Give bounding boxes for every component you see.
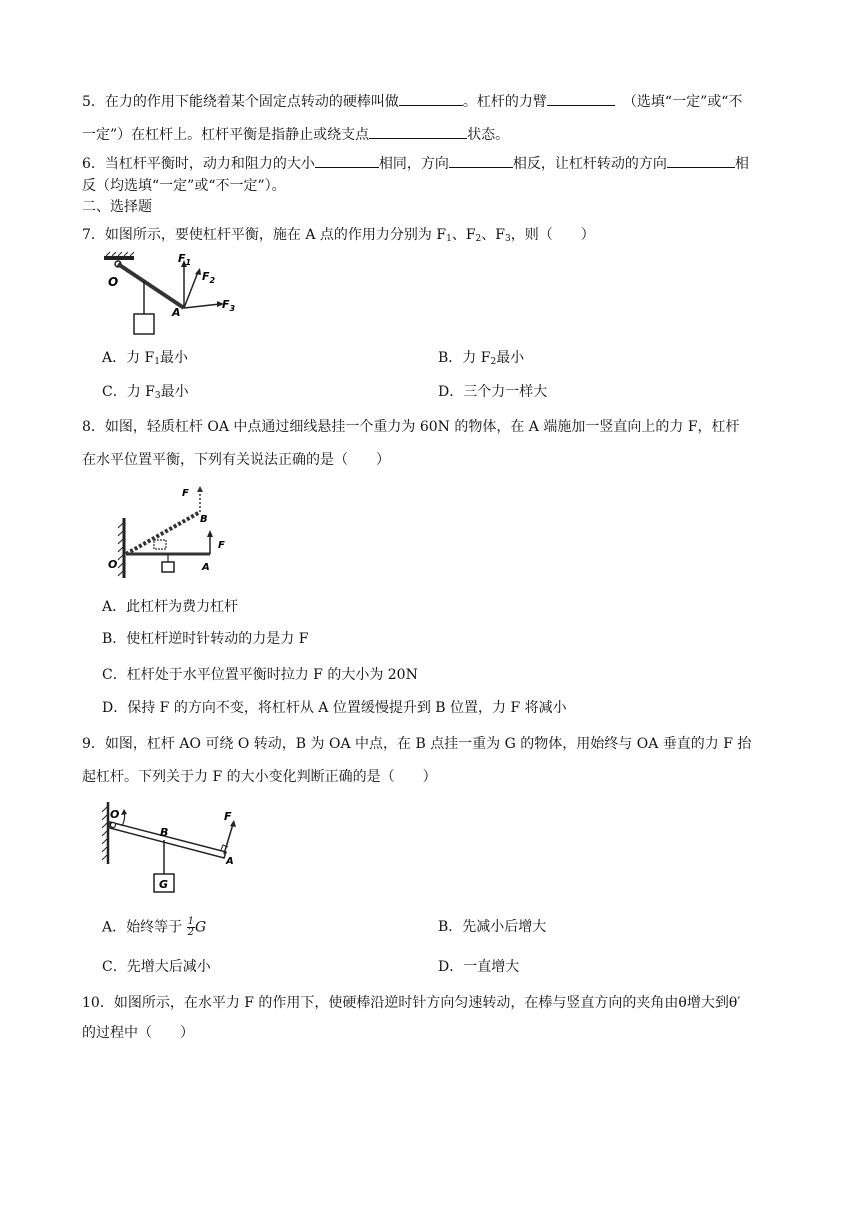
q5-text-c: （选填“一定”或“不 bbox=[622, 94, 743, 110]
q7-option-b[interactable]: B．力 $F_2$最小 bbox=[438, 350, 525, 367]
q10-stem-line2: 的过程中（ ） bbox=[82, 1025, 194, 1041]
q8-option-c[interactable]: C．杠杆处于水平位置平衡时拉力 F 的大小为 20N bbox=[102, 667, 418, 683]
q6-text-d: 相 bbox=[734, 156, 749, 172]
q7-stem-sub3: 3 bbox=[505, 234, 511, 244]
q9-label-A: A bbox=[226, 856, 234, 867]
q9-label-F: F bbox=[224, 810, 232, 823]
q9-stem-line2: 起杠杆。下列关于力 F 的大小变化判断正确的是（ ） bbox=[82, 769, 437, 785]
q9-stem-line1: 9．如图，杠杆 AO 可绕 O 转动，B 为 OA 中点，在 B 点挂一重为 G 的物体，用始终与 OA 垂直的力 F 抬 bbox=[82, 736, 752, 752]
q9-label-O: O bbox=[110, 808, 120, 821]
q9-rotation-head bbox=[121, 809, 127, 815]
q5-line1 bbox=[82, 91, 742, 112]
q7-label-F2: $F_2$ bbox=[202, 270, 216, 285]
q5-blank-3[interactable] bbox=[369, 124, 467, 139]
q6-line2 bbox=[82, 176, 286, 196]
q7-lever-bar bbox=[118, 264, 184, 308]
q5-line2 bbox=[82, 124, 509, 145]
q7-f3-arrow bbox=[184, 304, 220, 308]
q9-option-a[interactable]: A．始终等于 $\frac{1}{2}$ G bbox=[102, 916, 207, 938]
q7-lever-figure bbox=[96, 250, 246, 342]
q8-label-A: A bbox=[202, 562, 210, 573]
q9-option-d[interactable]: D．一直增大 bbox=[438, 959, 520, 975]
q5-text-b: 。杠杆的力臂 bbox=[462, 94, 547, 110]
q7-stem-sub1: 1 bbox=[446, 234, 452, 244]
q8-force-raised-head bbox=[197, 486, 203, 492]
q9-option-c[interactable]: C．先增大后减小 bbox=[102, 959, 211, 975]
q5-text-d: 一定”）在杠杆上。杠杆平衡是指静止或绕支点 bbox=[82, 127, 370, 143]
q9-lever-figure bbox=[96, 798, 246, 896]
q7-option-d[interactable]: D．三个力一样大 bbox=[438, 384, 548, 400]
q9-label-B: B bbox=[160, 826, 169, 839]
q6-text-e: 反（均选填“一定”或“不一定”）。 bbox=[82, 178, 286, 194]
q8-label-O: O bbox=[108, 558, 118, 571]
q7-option-a[interactable]: A．力 $F_1$最小 bbox=[102, 350, 189, 367]
q9-pivot bbox=[111, 823, 116, 828]
q7-stem-d: ，则（ ） bbox=[510, 227, 595, 243]
q7-stem-c: 、F bbox=[481, 227, 505, 243]
q8-stem-line2: 在水平位置平衡，下列有关说法正确的是（ ） bbox=[82, 452, 390, 468]
q7-label-O: O bbox=[108, 275, 119, 289]
q8-lever-figure bbox=[104, 482, 244, 580]
q7-f2-arrow bbox=[184, 272, 198, 308]
q6-blank-2[interactable] bbox=[449, 153, 513, 168]
q9-force-arrow bbox=[224, 824, 233, 854]
q6-text-a: 6．当杠杆平衡时，动力和阻力的大小 bbox=[82, 156, 315, 172]
q7-stem bbox=[82, 225, 595, 249]
q7-stem-b: 、F bbox=[451, 227, 476, 243]
q5-blank-1[interactable] bbox=[399, 91, 463, 106]
q8-stem-line1: 8．如图，轻质杠杆 OA 中点通过细线悬挂一个重力为 60N 的物体，在 A 端施加一竖直向上的力 F，杠杆 bbox=[82, 419, 740, 435]
q8-option-d[interactable]: D．保持 F 的方向不变，将杠杆从 A 位置缓慢提升到 B 位置，力 F 将减小 bbox=[102, 700, 567, 716]
q7-weight bbox=[134, 314, 154, 334]
q8-label-F: F bbox=[218, 540, 225, 551]
q7-label-F3: $F_3$ bbox=[222, 298, 236, 313]
q7-label-F1: $F_1$ bbox=[178, 252, 192, 267]
section-heading: 二、选择题 bbox=[82, 199, 152, 215]
q8-weight bbox=[162, 562, 174, 572]
q7-stem-a: 7．如图所示，要使杠杆平衡，施在 A 点的作用力分别为 F bbox=[82, 227, 447, 243]
q7-stem-sub2: 2 bbox=[475, 234, 482, 244]
q6-text-c: 相反，让杠杆转动的方向 bbox=[512, 156, 667, 172]
q7-ceiling bbox=[104, 256, 134, 260]
q5-blank-2[interactable] bbox=[547, 91, 615, 106]
q8-weight-raised bbox=[154, 540, 166, 549]
q7-label-A: A bbox=[172, 306, 181, 319]
q5-text-a: 5．在力的作用下能绕着某个固定点转动的硬棒叫做 bbox=[82, 94, 399, 110]
q8-force-head bbox=[207, 530, 213, 537]
q8-option-a[interactable]: A．此杠杆为费力杠杆 bbox=[102, 599, 239, 615]
q7-option-c[interactable]: C．力 $F_3$最小 bbox=[102, 384, 189, 401]
q10-stem-line1: 10．如图所示，在水平力 F 的作用下，使硬棒沿逆时针方向匀速转动，在棒与竖直方向的夹角由θ增大到θ′ bbox=[82, 995, 741, 1011]
q7-f2-head bbox=[195, 268, 201, 275]
q5-text-e: 状态。 bbox=[467, 127, 510, 143]
q9-fraction: $\frac{1}{2}$ bbox=[187, 916, 194, 938]
q9-option-b[interactable]: B．先减小后增大 bbox=[438, 919, 547, 935]
q6-text-b: 相同，方向 bbox=[378, 156, 449, 172]
q8-option-b[interactable]: B．使杠杆逆时针转动的力是力 F bbox=[102, 631, 309, 647]
q8-label-B: B bbox=[200, 514, 208, 525]
q6-blank-1[interactable] bbox=[315, 153, 379, 168]
q9-label-G: G bbox=[159, 878, 169, 891]
q6-line1 bbox=[82, 153, 749, 174]
q8-label-F-raised: F bbox=[182, 488, 189, 499]
q7-ceiling-hatch bbox=[106, 252, 134, 256]
q6-blank-3[interactable] bbox=[667, 153, 735, 168]
